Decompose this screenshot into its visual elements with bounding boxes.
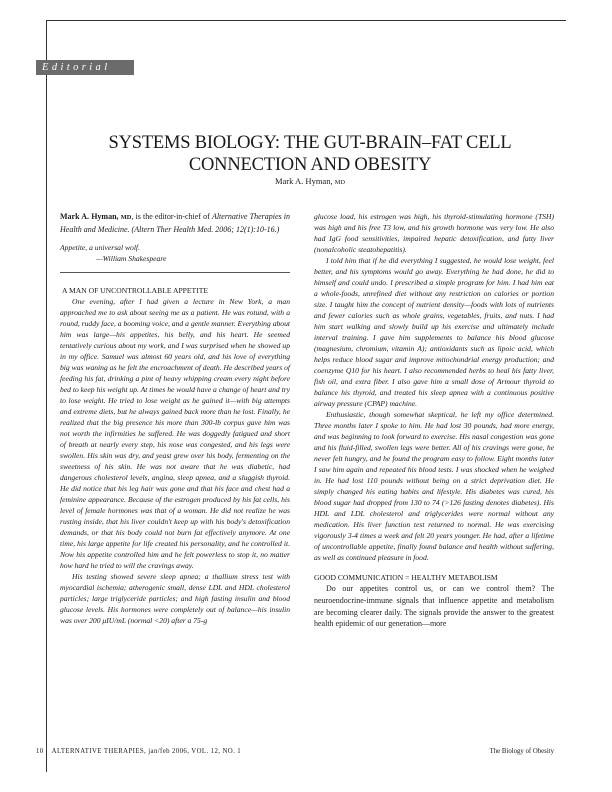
bio-journal: Alternative Therapies in Health and Medicine. <box>60 212 291 234</box>
page-number: 10 <box>36 748 44 755</box>
epigraph-attribution: —William Shakespeare <box>96 253 167 263</box>
footer-journal <box>36 748 241 755</box>
section-heading-1: A MAN OF UNCONTROLLABLE APPETITE <box>62 285 208 295</box>
body-paragraph: Enthusiastic, though somewhat skeptical, he left my office determined. Three months later I spoke to him. He had lost 30 pounds, had more energy, and was beginning to look forward to exercise. His nasal congestion was gone and his fluid-filled, swollen legs were better. All of his cravings were gone, he never felt hungry, and he found the program easy to follow. Eight months later I saw him again and repeated his blood tests. I was shocked when he weighed in. He had lost 110 pounds without being on a strict deprivation diet. He simply changed his eating habits and lifestyle. His diabetes was cured, his blood sugar had dropped from 130 to 74 (>126 fasting denotes diabetes). His HDL and LDL cholesterol and triglycerides were normal without any medication. His liver function test returned to normal. He was exercising vigorously 3-4 times a week and felt 20 years younger. He had, after a lifetime of uncontrollable appetite, finally found balance and health without suffering, as well as continued pleasure in food. <box>314 410 554 562</box>
body-paragraph: glucose load, his estrogen was high, his thyroid-stimulating hormone (TSH) was high and his free T3 low, and his growth hormone was very low. He also had IgG food sensitivities, impaired hepatic detoxification, and fatty liver (nonalcoholic steatohepatitis). <box>314 212 554 254</box>
author-bio <box>60 211 290 236</box>
section-tab: Editorial <box>36 60 134 75</box>
title-line-1: SYSTEMS BIOLOGY: THE GUT-BRAIN–FAT CELL <box>108 133 512 153</box>
section-divider <box>60 272 290 273</box>
bio-text: , is the editor-in-chief of <box>131 212 210 221</box>
body-paragraph: I told him that if he did everything I suggested, he would lose weight, feel better, and his symptoms would go away. Everything he had done, he did to himself and could undo. I prescribed a simple program for him. I had him eat a whole-foods, unrefined diet without any restriction on calories or portion size. I taught him the concept of nutrient density—foods with lots of nutrients and fewer calories such as whole grains, vegetables, fruits, and nuts. I had him start walking and slowly build up his exercise and ultimately include interval training. I gave him supplements to balance his blood glucose (magnesium, chromium, vitamin A); antioxidants such as lipoic acid, which helps reduce blood sugar and improve mitochondrial energy production; and coenzyme Q10 for his heart. I also recommended herbs to heal his fatty liver, fish oil, and extra fiber. I also gave him a small dose of Armour thyroid to balance his thyroid, and treated his sleep apnea with a continuous positive airway pressure (CPAP) machine. <box>314 256 554 408</box>
section-heading-2: GOOD COMMUNICATION = HEALTHY METABOLISM <box>314 573 498 582</box>
right-column <box>314 211 554 630</box>
bio-name: Mark A. Hyman, <box>60 212 119 221</box>
epigraph-quote: Appetite, a universal wolf. <box>60 242 140 252</box>
left-column <box>60 211 290 626</box>
body-paragraph: One evening, after I had given a lecture in New York, a man approached me to ask about seeing me as a patient. He was rotund, with a round, ruddy face, a booming voice, and a gentle manner. Everything about him was large—his appetites, his belly, and his heart. He seemed tentatively curious about my work, and I was surprised when he showed up in my office. Samuel was almost 60 years old, and his love of everything big was waning as he felt the encroachment of death. He described years of feeding his fat, drinking a pint of heavy whipping cream every night before bed to keep his weight up. At times he would have a change of heart and try to lose weight. He tried to lose weight as he gained it—with big attempts and extreme diets, but he always gained back more than he lost. Finally, he realized that the big presence his more than 300-lb corpus gave him was not worth the infirmities he suffered. He was doggedly fatigued and short of breath at nearly every step, his nose was congested, and his legs were swollen. His skin was dry, and yeast grew over his body, fermenting on the sweetness of his skin. He was not aware that he was diabetic, had dangerous cholesterol levels, angina, sleep apnea, and a sluggish thyroid. He did notice that his leg hair was gone and that his face and chest had a feminine appearance. Because of the estrogen produced by his fat cells, his level of female hormones was that of a woman. He did not realize he was rusting inside, that his liver couldn't keep up with his body's detoxification demands, or that his body could not burn fat effectively anymore. At one time, his large appetite for life created his personality, and he controlled it. Now his appetite controlled him and he felt powerless to stop it, no matter how hard he tried to will the cravings away. <box>60 296 290 570</box>
journal-name: ALTERNATIVE THERAPIES, jan/feb 2006, VOL. 12, NO. 1 <box>51 748 242 755</box>
bio-degree: MD <box>120 214 132 221</box>
byline-name: Mark A. Hyman, <box>274 176 333 186</box>
title-line-2: CONNECTION AND OBESITY <box>188 155 432 175</box>
body-paragraph: His testing showed severe sleep apnea; a thallium stress test with myocardial ischemia; atherogenic small, dense LDL and HDL cholesterol particles; large triglyceride particles; and high fasting insulin and blood glucose levels. His hormones were completely out of balance—his insulin was over 200 μIU/mL (normal <20) after a 75-g <box>60 571 290 625</box>
bio-citation: (Altern Ther Health Med. 2006; 12(1):10-16.) <box>131 224 280 234</box>
byline <box>60 176 560 186</box>
body-paragraph: Do our appetites control us, or can we control them? The neuroendocrine-immune signals that influence appetite and metabolism are becoming clearer daily. The signals provide the answer to the greatest health epidemic of our generation—more <box>314 584 554 629</box>
article-title <box>60 132 560 176</box>
running-title: The Biology of Obesity <box>489 748 554 755</box>
byline-degree: MD <box>334 179 346 186</box>
